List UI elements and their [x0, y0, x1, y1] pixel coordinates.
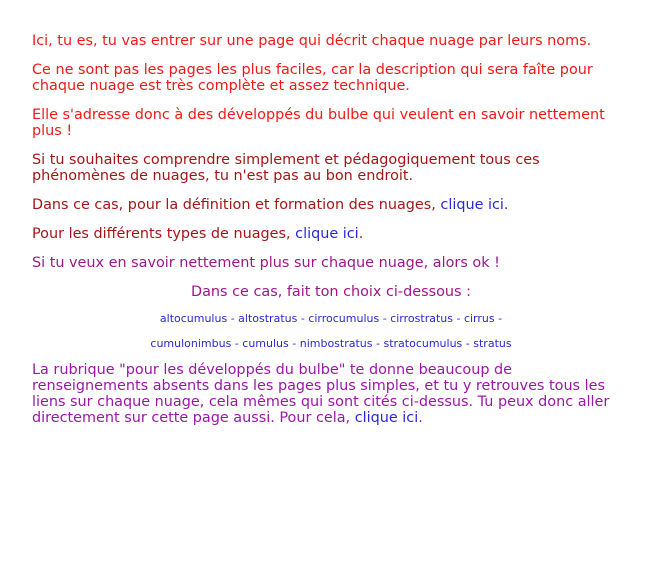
choose-heading: Dans ce cas, fait ton choix ci-dessous :	[191, 284, 471, 300]
cloud-link-cumulonimbus[interactable]: cumulonimbus	[150, 337, 232, 350]
link-separator: -	[231, 337, 243, 350]
link-separator: -	[297, 312, 309, 325]
definition-paragraph	[32, 197, 630, 213]
footer-link[interactable]: clique ici	[354, 410, 419, 426]
definition-text: Dans ce cas, pour la définition et formation des nuages,	[32, 197, 441, 213]
definition-link[interactable]: clique ici	[440, 197, 504, 213]
cloud-link-cumulus[interactable]: cumulus	[242, 337, 289, 350]
definition-period: .	[503, 197, 509, 213]
cloud-link-cirrostratus[interactable]: cirrostratus	[390, 312, 453, 325]
link-separator: -	[379, 312, 391, 325]
link-separator: -	[227, 312, 239, 325]
cloud-link-altocumulus[interactable]: altocumulus	[159, 312, 228, 325]
link-separator: -	[452, 312, 464, 325]
intro-paragraph-3: Elle s'adresse donc à des développés du bulbe qui veulent en savoir nettement plus !	[32, 107, 605, 139]
types-text: Pour les différents types de nuages,	[32, 226, 296, 242]
more-paragraph: Si tu veux en savoir nettement plus sur chaque nuage, alors ok !	[32, 255, 500, 271]
types-link[interactable]: clique ici	[295, 226, 359, 242]
cloud-link-altostratus[interactable]: altostratus	[238, 312, 298, 325]
types-period: .	[358, 226, 364, 242]
cloud-link-stratus[interactable]: stratus	[473, 337, 512, 350]
cloud-links-row-2	[32, 337, 630, 350]
cloud-link-stratocumulus[interactable]: stratocumulus	[383, 337, 463, 350]
cloud-links-row-1	[32, 312, 630, 325]
cloud-link-cirrus[interactable]: cirrus	[463, 312, 495, 325]
types-paragraph	[32, 226, 630, 242]
cloud-link-cirrocumulus[interactable]: cirrocumulus	[308, 312, 380, 325]
link-separator: -	[494, 312, 503, 325]
footer-text: La rubrique "pour les développés du bulbe" te donne beaucoup de renseignements absents dans les pages plus simples, et tu y retrouves tous les liens sur chaque nuage, cela mêmes qui sont cités ci-dessus. Tu peux donc aller directement sur cette page aussi. Pour cela,	[32, 362, 610, 426]
footer-period: .	[418, 410, 423, 426]
page-content	[32, 33, 630, 439]
footer-paragraph	[32, 362, 630, 426]
link-separator: -	[372, 337, 384, 350]
intro-paragraph-1: Ici, tu es, tu vas entrer sur une page qui décrit chaque nuage par leurs noms.	[32, 33, 592, 49]
link-separator: -	[462, 337, 474, 350]
intro-paragraph-4: Si tu souhaites comprendre simplement et pédagogiquement tous ces phénomènes de nuages, tu n'est pas au bon endroit.	[32, 152, 540, 184]
cloud-link-nimbostratus[interactable]: nimbostratus	[299, 337, 373, 350]
intro-paragraph-2: Ce ne sont pas les pages les plus faciles, car la description qui sera faîte pour chaque nuage est très complète et assez technique.	[32, 62, 593, 94]
link-separator: -	[288, 337, 300, 350]
